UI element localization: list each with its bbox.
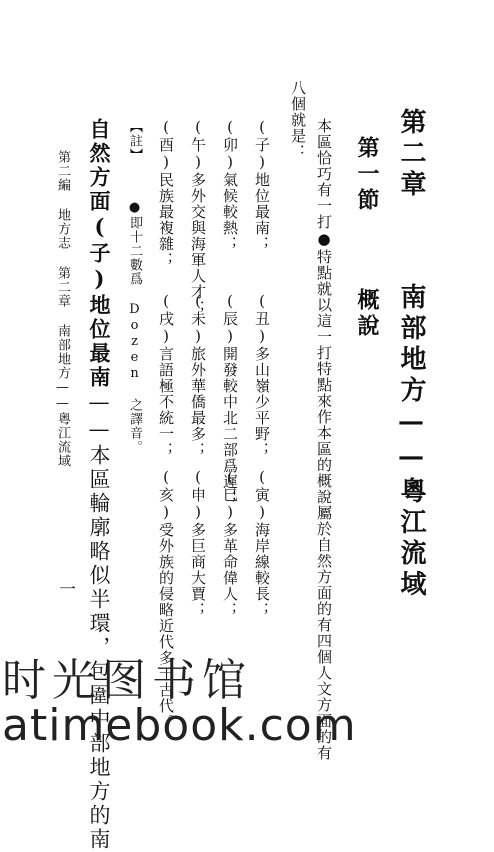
intro-line-2: 八個就是： [289, 80, 307, 160]
feature-wu: (午)多外交與海軍人才； [189, 118, 207, 316]
feature-zi: (子)地位最南； [253, 118, 271, 252]
feature-chen: (辰)開發較中北二部爲遲； [221, 292, 239, 506]
chapter-name: 南部地方——粵江流域 [396, 283, 426, 601]
watermark-line-1: 时光图书馆 [2, 655, 252, 706]
watermark-line-2: atimebook.com [2, 700, 357, 751]
note-text: ●即十二數爲 Dozen 之譯音。 [127, 200, 142, 454]
body-subheading: 自然方面(子)地位最南 [87, 118, 112, 390]
body-text: ——本區輪廓略似半環，包圍中部地方的南 [87, 390, 111, 852]
feature-you: (酉)民族最複雜； [157, 118, 175, 268]
note [128, 120, 141, 454]
feature-shen: (申)多巨商大賈； [189, 468, 207, 618]
feature-si: (巳)多革命偉人； [221, 468, 239, 618]
running-header: 第二編 地方志 第二章 南部地方——粵江流域 [55, 150, 70, 468]
page-number: 一 [55, 580, 75, 599]
section-heading [356, 136, 378, 340]
intro-line-1: 本區恰巧有一打●特點就以這一打特點來作本區的概說屬於自然方面的有四個人文方面的有 [315, 118, 333, 761]
chapter-number: 第二章 [396, 108, 426, 201]
feature-wei: (未)旅外華僑最多； [189, 292, 207, 458]
feature-xu: (戌)言語極不統一； [157, 292, 175, 458]
note-label: 【註】 [127, 120, 142, 162]
section-title: 概說 [354, 288, 380, 340]
feature-chou: (丑)多山嶺少平野； [253, 292, 271, 458]
feature-mao: (卯)氣候較熱； [221, 118, 239, 252]
feature-yin: (寅)海岸線較長； [253, 468, 271, 618]
section-number: 第一節 [354, 136, 380, 214]
feature-hai: (亥)受外族的侵略近代多于古代。 [157, 468, 175, 730]
chapter-title [398, 108, 424, 601]
